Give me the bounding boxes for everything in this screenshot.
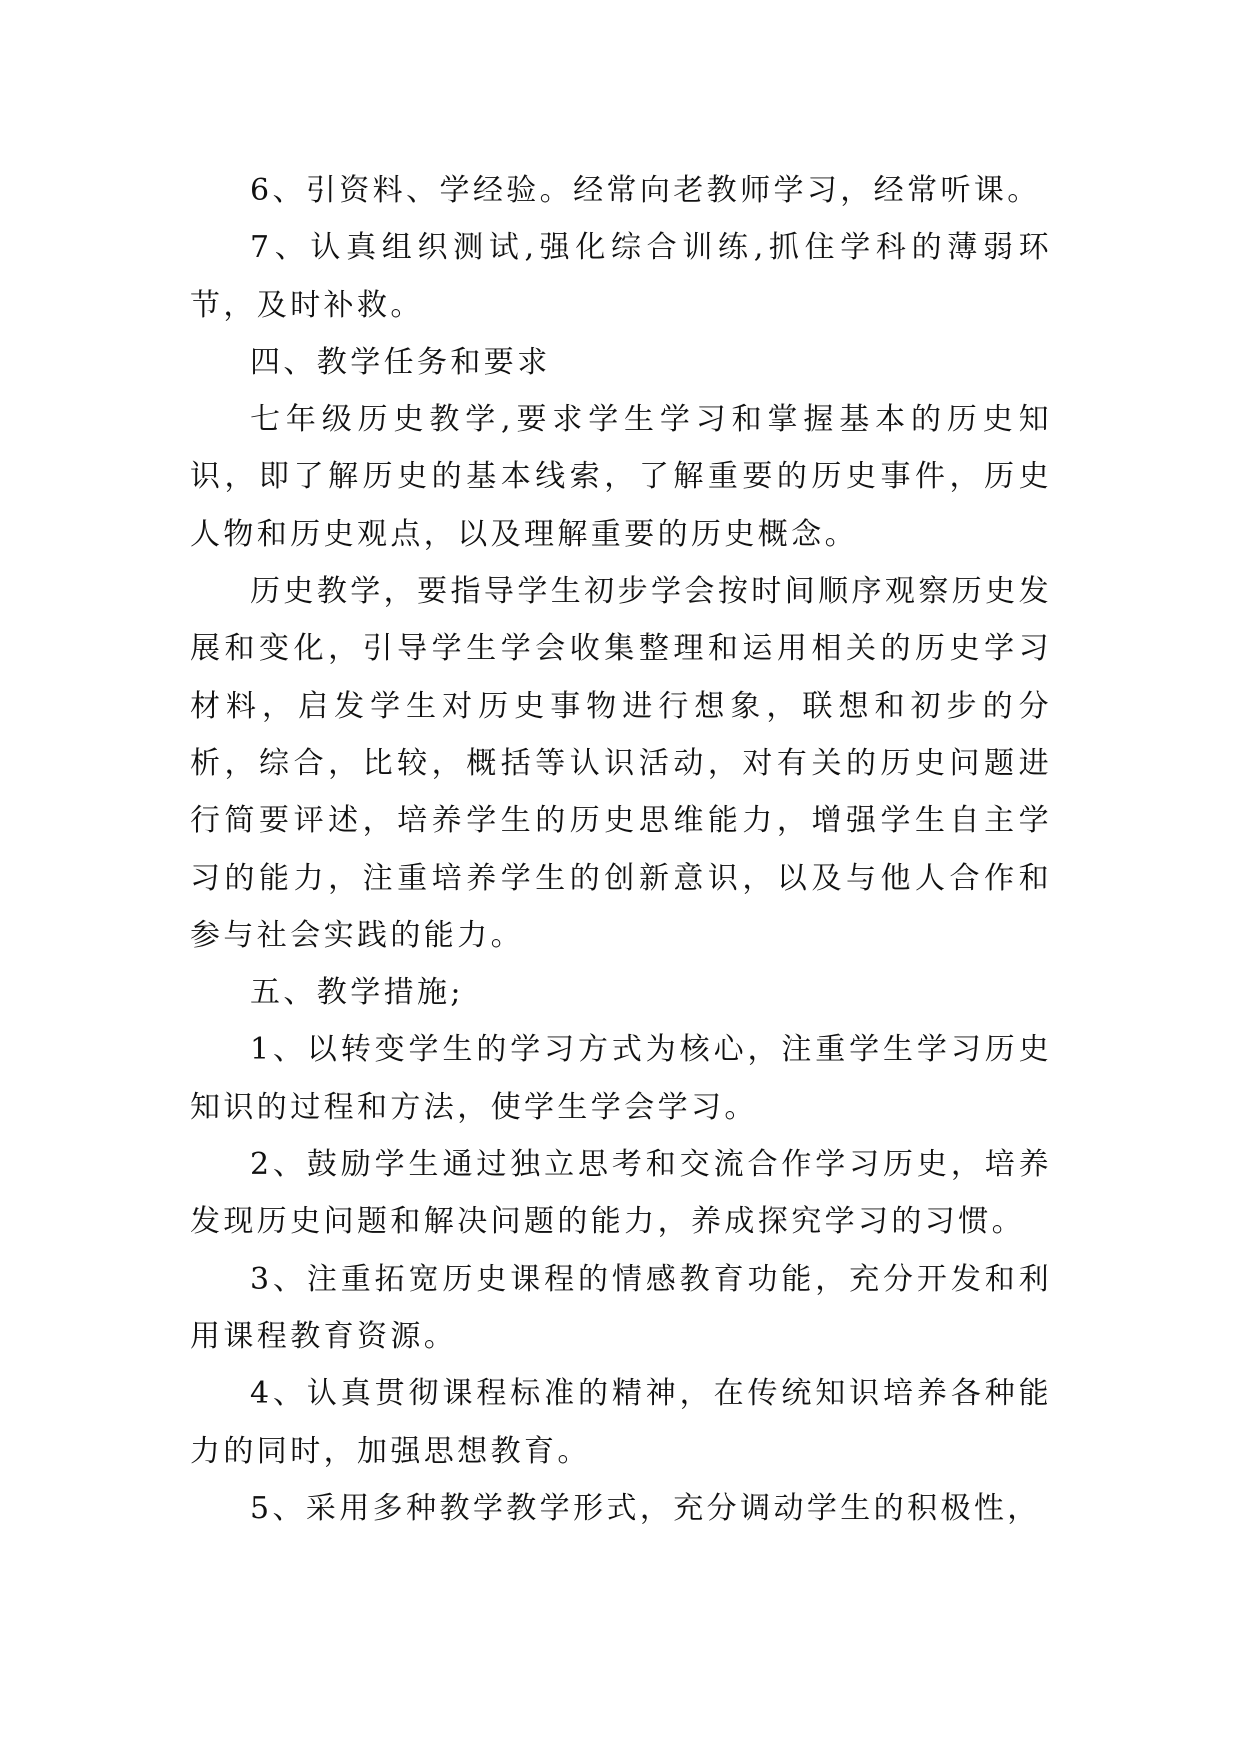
section-heading-5: 五、教学措施; bbox=[250, 975, 464, 1011]
document-body bbox=[190, 162, 1052, 1537]
measure-item-2: 2、鼓励学生通过独立思考和交流合作学习历史，培养发现历史问题和解决问题的能力，养成探究学习的习惯。 bbox=[190, 1147, 1052, 1240]
measure-item-5: 5、采用多种教学教学形式，充分调动学生的积极性， bbox=[250, 1490, 1041, 1526]
paragraph-item-7: 7、认真组织测试,强化综合训练,抓住学科的薄弱环节，及时补救。 bbox=[190, 230, 1052, 323]
measure-item-4: 4、认真贯彻课程标准的精神，在传统知识培养各种能力的同时，加强思想教育。 bbox=[190, 1376, 1052, 1469]
paragraph-teaching-goals: 历史教学，要指导学生初步学会按时间顺序观察历史发展和变化，引导学生学会收集整理和运用相关的历史学习材料，启发学生对历史事物进行想象，联想和初步的分析，综合，比较，概括等认识活动，对有关的历史问题进行简要评述，培养学生的历史思维能力，增强学生自主学习的能力，注重培养学生的创新意识，以及与他人合作和参与社会实践的能力。 bbox=[190, 574, 1052, 953]
section-heading-4: 四、教学任务和要求 bbox=[250, 344, 551, 380]
paragraph-requirements: 七年级历史教学,要求学生学习和掌握基本的历史知识，即了解历史的基本线索，了解重要的历史事件，历史人物和历史观点，以及理解重要的历史概念。 bbox=[190, 402, 1052, 552]
measure-item-3: 3、注重拓宽历史课程的情感教育功能，充分开发和利用课程教育资源。 bbox=[190, 1261, 1052, 1354]
measure-item-1: 1、以转变学生的学习方式为核心，注重学生学习历史知识的过程和方法，使学生学会学习。 bbox=[190, 1032, 1052, 1125]
paragraph-item-6: 6、引资料、学经验。经常向老教师学习，经常听课。 bbox=[250, 173, 1041, 208]
